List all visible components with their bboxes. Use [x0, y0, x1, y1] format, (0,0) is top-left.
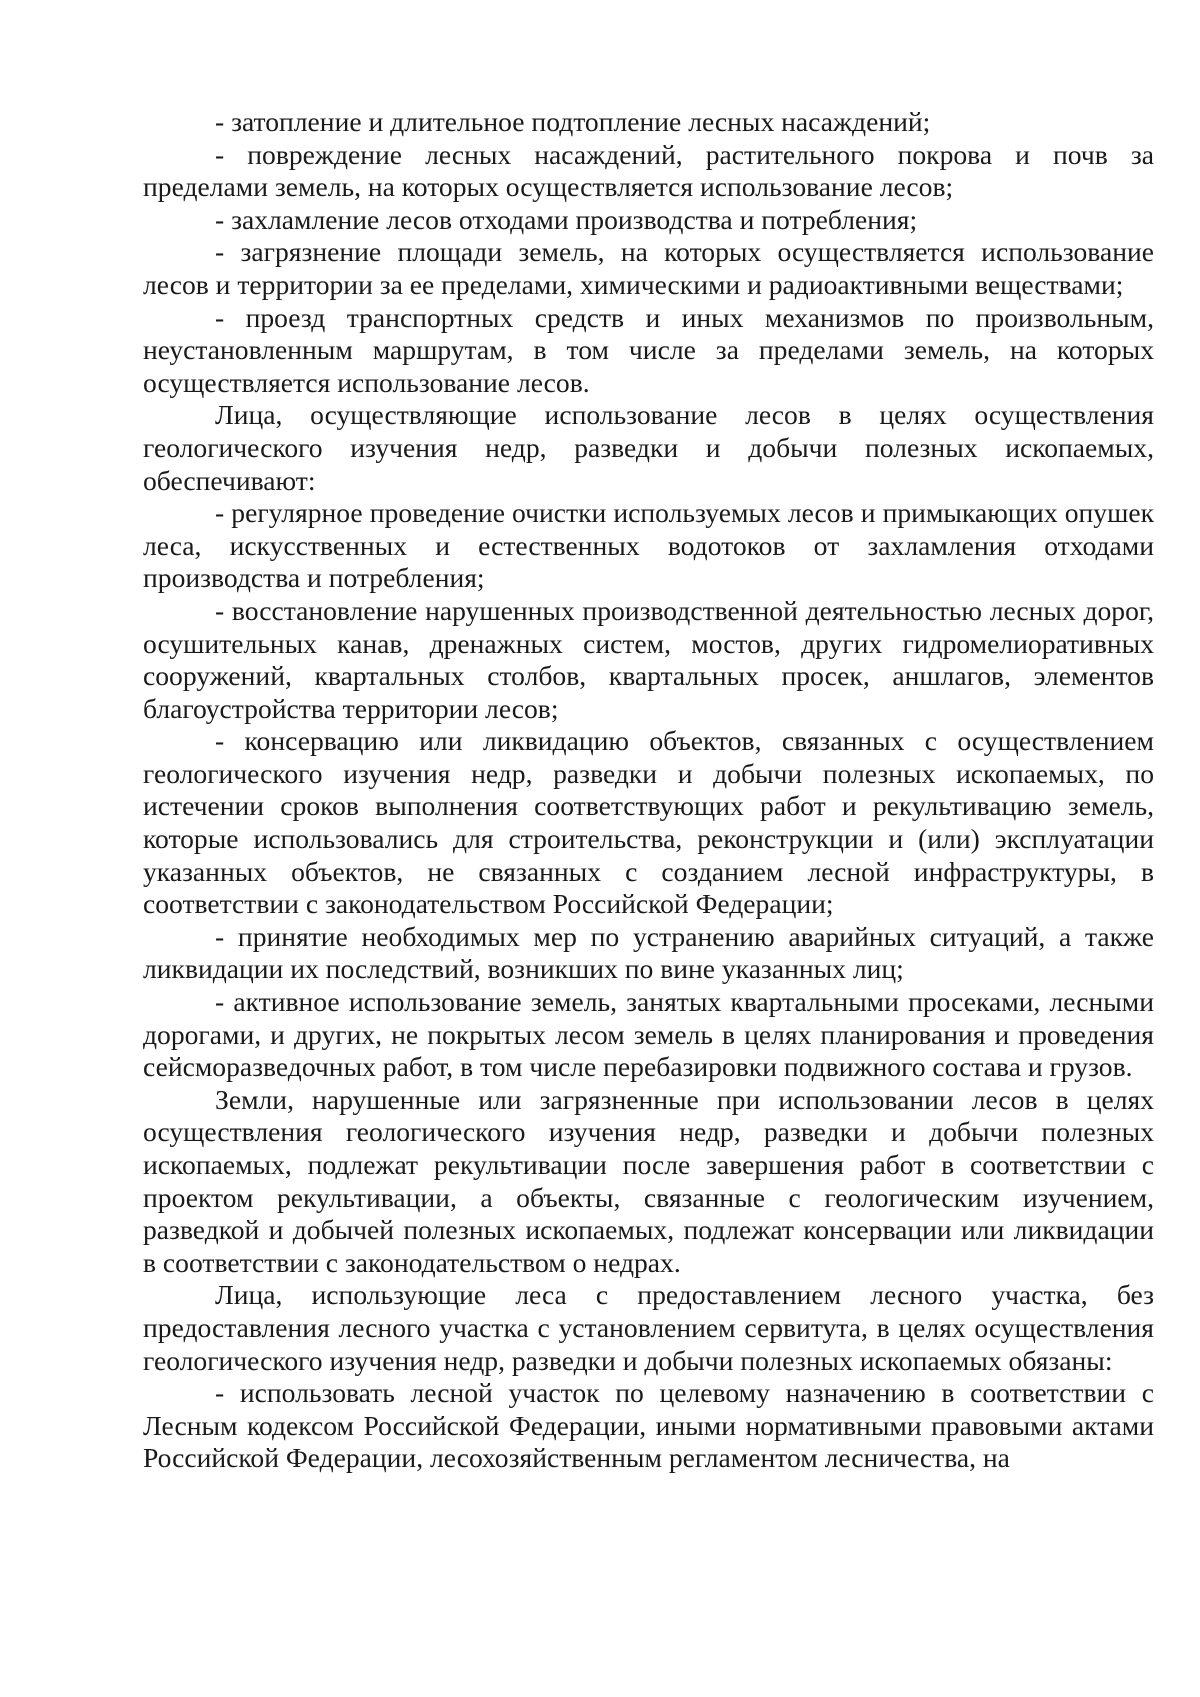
- paragraph-obligations-intro: Лица, осуществляющие использование лесов в целях осуществления геологического изучения недр, разведки и добычи полезных ископаемых, обеспечивают:: [143, 399, 1154, 496]
- list-item-conservation: - консервацию или ликвидацию объектов, связанных с осуществлением геологического изучения недр, разведки и добычи полезных ископаемых, по истечении сроков выполнения соответствующих работ и рекультивацию земель, которые использовались для строительства, реконструкции и (или) эксплуатации указанных объектов, не связанных с созданием лесной инфраструктуры, в соответствии с законодательством Российской Федерации;: [143, 725, 1154, 920]
- document-page: [143, 106, 1154, 1475]
- list-item-flooding: - затопление и длительное подтопление лесных насаждений;: [215, 106, 931, 137]
- list-item-damage: - повреждение лесных насаждений, растительного покрова и почв за пределами земель, на которых осуществляется использование лесов;: [143, 138, 1154, 203]
- list-item-cleaning: - регулярное проведение очистки используемых лесов и примыкающих опушек леса, искусственных и естественных водотоков от захламления отходами производства и потребления;: [143, 497, 1154, 594]
- list-item-vehicle-passage: - проезд транспортных средств и иных механизмов по произвольным, неустановленным маршрутам, в том числе за пределами земель, на которых осуществляется использование лесов.: [143, 301, 1154, 398]
- list-item-restoration: - восстановление нарушенных производственной деятельностью лесных дорог, осушительных канав, дренажных систем, мостов, других гидромелиоративных сооружений, квартальных столбов, квартальных просек, аншлагов, элементов благоустройства территории лесов;: [143, 594, 1154, 724]
- list-item-littering: - захламление лесов отходами производства и потребления;: [215, 203, 918, 235]
- list-item-pollution: - загрязнение площади земель, на которых осуществляется использование лесов и территории за ее пределами, химическими и радиоактивными веществами;: [143, 236, 1154, 300]
- paragraph-recultivation: Земли, нарушенные или загрязненные при использовании лесов в целях осуществления геологического изучения недр, разведки и добычи полезных ископаемых, подлежат рекультивации после завершения работ в соответствии с проектом рекультивации, а объекты, связанные с геологическим изучением, разведкой и добычей полезных ископаемых, подлежат консервации или ликвидации в соответствии с законодательством о недрах.: [143, 1083, 1154, 1278]
- list-item-emergency-measures: - принятие необходимых мер по устранению аварийных ситуаций, а также ликвидации их последствий, возникших по вине указанных лиц;: [143, 920, 1154, 985]
- paragraph-duties-intro: Лица, использующие леса с предоставлением лесного участка, без предоставления лесного участка с установлением сервитута, в целях осуществления геологического изучения недр, разведки и добычи полезных ископаемых обязаны:: [143, 1279, 1154, 1376]
- list-item-active-use: - активное использование земель, занятых квартальными просеками, лесными дорогами, и других, не покрытых лесом земель в целях планирования и проведения сейсморазведочных работ, в том числе перебазировки подвижного состава и грузов.: [143, 986, 1154, 1083]
- list-item-target-use: - использовать лесной участок по целевому назначению в соответствии с Лесным кодексом Российской Федерации, иными нормативными правовыми актами Российской Федерации, лесохозяйственным регламентом лесничества, на: [143, 1377, 1154, 1474]
